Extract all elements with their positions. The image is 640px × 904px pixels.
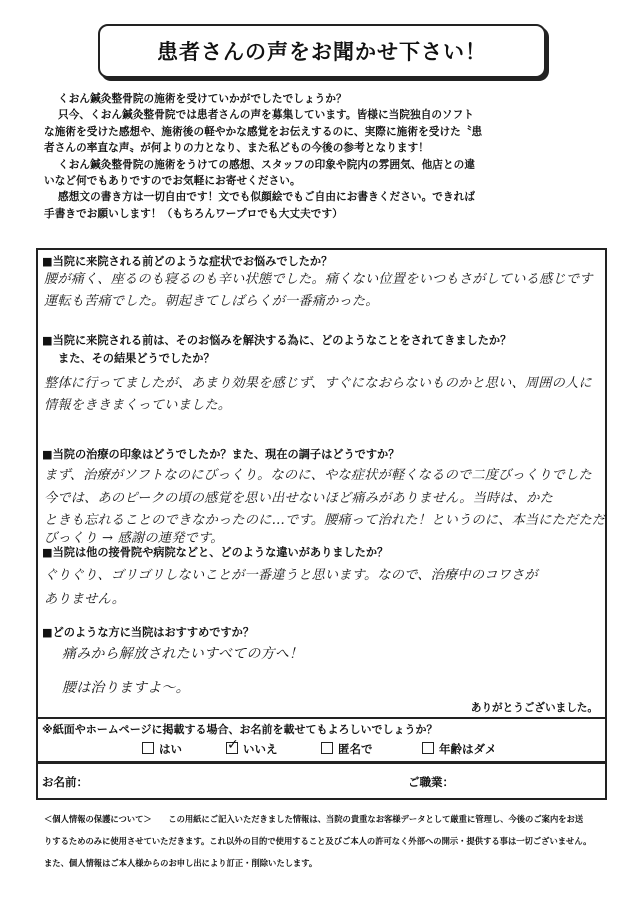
checkbox[interactable] — [422, 742, 434, 754]
privacy-line: ＜個人情報の保護について＞ この用紙にご記入いただきました情報は、当院の貴重なお客様データとして厳重に管理し、今後のご案内をお送 — [44, 814, 584, 824]
option-no-age[interactable] — [422, 741, 497, 757]
answer-line: 腰が痛く、座るのも寝るのも辛い状態でした。痛くない位置をいつもさがしている感じです — [44, 272, 593, 287]
name-job-box — [36, 763, 607, 800]
answer-line: ぐりぐり、ゴリゴリしないことが一番違うと思います。なので、治療中のコワさが — [44, 568, 538, 583]
privacy-notice — [44, 808, 614, 874]
answer-line: まず、治療がソフトなのにびっくり。なのに、やな症状が軽くなるので二度びっくりでした — [44, 468, 592, 483]
form-title: 患者さんの声をお聞かせ下さい！ — [157, 40, 487, 64]
answer-line: 腰は治りますよ〜。 — [62, 680, 190, 696]
intro-line: 只今、くおん鍼灸整骨院では患者さんの声を募集しています。皆様に当院独自のソフト — [58, 109, 474, 122]
intro-line: 者さんの率直な声〟が何よりの力となり、また私どもの今後の参考となります！ — [44, 142, 429, 155]
option-label: いいえ — [243, 742, 278, 756]
answer-line: 運転も苦痛でした。朝起きてしばらくが一番痛かった。 — [44, 294, 379, 309]
option-no[interactable] — [226, 741, 278, 757]
answer-line: 情報をききまくっていました。 — [44, 398, 232, 413]
intro-line: くおん鍼灸整骨院の施術を受けていかがでしたでしょうか？ — [58, 93, 347, 105]
answer-line: 整体に行ってましたが、あまり効果を感じず、すぐになおらないものかと思い、周囲の人に — [44, 376, 592, 391]
privacy-line: りするためのみに使用させていただきます。これ以外の目的で使用すること及びご本人の許可なく外部への開示・提供する事は一切ございません。 — [44, 836, 592, 846]
option-yes[interactable] — [142, 741, 182, 757]
intro-line: いなど何でもありですのでお気軽にお寄せください。 — [44, 175, 301, 188]
privacy-line: また、個人情報はご本人様からのお申し出により訂正・削除いたします。 — [44, 858, 318, 868]
intro-line: 手書きでお願いします！（もちろんワープロでも大丈夫です） — [44, 207, 343, 220]
question-prior-treatment: ■当院に来院される前は、そのお悩みを解決する為に、どのようなことをされてきましたか？ — [42, 334, 512, 347]
answer-line: ときも忘れることのできなかったのに…です。腰痛って治れた！というのに、本当にただただ — [44, 513, 606, 528]
checkbox-checked[interactable] — [226, 742, 238, 754]
option-label: はい — [159, 742, 182, 756]
option-label: 匿名で — [338, 742, 373, 756]
checkbox[interactable] — [321, 742, 333, 754]
question-symptoms: ■当院に来院される前どのような症状でお悩みでしたか？ — [42, 255, 333, 268]
answer-line: びっくり → 感謝の連発です。 — [44, 531, 224, 546]
question-prior-treatment-result: また、その結果どうでしたか？ — [58, 352, 215, 365]
job-label: ご職業： — [408, 775, 454, 789]
question-recommend: ■どのような方に当院はおすすめですか？ — [42, 626, 255, 639]
thanks-text: ありがとうございました。 — [470, 702, 598, 714]
name-label: お名前： — [42, 775, 88, 789]
option-anonymous[interactable] — [321, 741, 373, 757]
question-impression: ■当院の治療の印象はどうでしたか？また、現在の調子はどうですか？ — [42, 448, 400, 461]
form-title-box — [98, 24, 546, 78]
intro-line: くおん鍼灸整骨院の施術をうけての感想、スタッフの印象や院内の雰囲気、他店との違 — [58, 158, 476, 171]
answer-line: 今では、あのピークの頃の感覚を思い出せないほど痛みがありません。当時は、かた — [44, 491, 553, 506]
intro-line: な施術を受けた感想や、施術後の軽やかな感覚をお伝えするのに、実際に施術を受けた〝患 — [44, 125, 483, 138]
checkbox[interactable] — [142, 742, 154, 754]
answer-line: ありません。 — [44, 592, 126, 607]
question-differences: ■当院は他の接骨院や病院などと、どのような違いがありましたか？ — [42, 546, 389, 559]
publish-question: ※紙面やホームページに掲載する場合、お名前を載せてもよろしいでしょうか？ — [42, 723, 438, 736]
answer-line: 痛みから解放されたいすべての方へ！ — [62, 646, 304, 662]
option-label: 年齢はダメ — [439, 742, 497, 756]
intro-text — [44, 91, 604, 222]
intro-line: 感想文の書き方は一切自由です！文でも似顔絵でもご自由にお書きください。できれば — [58, 191, 476, 204]
